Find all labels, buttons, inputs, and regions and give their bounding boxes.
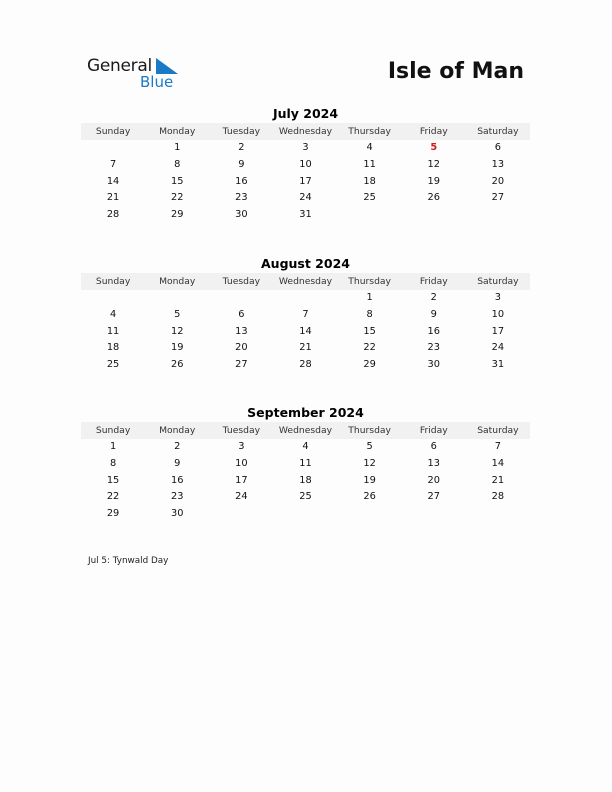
day-cell: 29 (363, 359, 376, 371)
week-row (81, 307, 530, 324)
day-cell: 28 (106, 209, 120, 221)
day-cell: 21 (299, 342, 312, 354)
day-cell: 12 (427, 158, 440, 170)
day-cell: 3 (494, 292, 502, 303)
day-cell: 23 (170, 491, 184, 503)
empty-day-cell (402, 207, 466, 224)
logo (87, 56, 187, 92)
day-cell: 30 (170, 508, 184, 520)
weekday-label: Tuesday (222, 276, 261, 287)
day-cell: 14 (299, 325, 312, 337)
day-cell: 12 (170, 325, 184, 337)
day-cell: 27 (427, 491, 440, 503)
week-row (81, 456, 530, 473)
day-cell: 15 (106, 474, 120, 486)
weekday-header (81, 123, 530, 140)
day-cell: 29 (170, 209, 184, 221)
weekday-label: Sunday (95, 425, 131, 436)
day-cell: 15 (363, 325, 376, 337)
weekday-label: Tuesday (222, 425, 261, 436)
day-cell: 12 (363, 457, 376, 469)
day-cell: 16 (235, 175, 248, 187)
weekday-label: Saturday (477, 126, 519, 137)
month-title: August 2024 (261, 256, 350, 271)
day-cell: 18 (299, 474, 312, 486)
day-cell: 27 (235, 359, 248, 371)
week-row (81, 489, 530, 506)
day-cell: 29 (106, 508, 120, 520)
week-row (81, 290, 530, 307)
empty-day-cell (209, 290, 273, 307)
day-cell: 2 (430, 292, 437, 303)
day-cell: 20 (491, 175, 505, 187)
weekday-label: Saturday (477, 425, 519, 436)
day-cell: 7 (494, 441, 502, 452)
day-cell: 11 (363, 158, 376, 170)
day-cell: 17 (491, 325, 505, 337)
day-cell: 30 (427, 359, 440, 371)
week-row (81, 439, 530, 456)
month-calendar (81, 404, 530, 523)
month-calendar (81, 255, 530, 374)
month-title: September 2024 (247, 405, 364, 420)
day-cell: 27 (491, 192, 505, 204)
day-cell: 10 (299, 158, 312, 170)
weekday-label: Friday (419, 126, 448, 137)
empty-day-cell (81, 140, 145, 157)
day-cell: 8 (109, 457, 117, 469)
day-cell: 5 (174, 308, 181, 320)
day-cell: 16 (170, 474, 184, 486)
day-cell: 24 (235, 491, 248, 503)
day-cell: 21 (491, 474, 505, 486)
empty-day-cell (209, 506, 273, 523)
day-cell: 6 (494, 142, 502, 153)
day-cell: 19 (363, 474, 376, 486)
day-cell: 20 (235, 342, 248, 354)
empty-day-cell (273, 506, 337, 523)
day-cell: 7 (109, 158, 117, 170)
weekday-label: Monday (159, 425, 196, 436)
week-row (81, 340, 530, 357)
empty-day-cell (338, 506, 402, 523)
day-cell: 13 (235, 325, 248, 337)
weekday-header (81, 422, 530, 439)
weekday-label: Saturday (477, 276, 519, 287)
weekday-label: Wednesday (278, 126, 333, 137)
day-cell: 16 (427, 325, 440, 337)
day-cell: 30 (235, 209, 248, 221)
week-row (81, 357, 530, 374)
day-cell: 9 (238, 158, 245, 170)
day-cell: 26 (170, 359, 184, 371)
weekday-label: Friday (419, 276, 448, 287)
country-title: Isle of Man (387, 59, 524, 84)
day-cell: 8 (366, 308, 373, 320)
day-cell: 22 (170, 192, 184, 204)
day-cell: 25 (106, 359, 120, 371)
day-cell: 25 (299, 491, 312, 503)
week-row (81, 324, 530, 341)
day-cell: 18 (363, 175, 376, 187)
empty-day-cell (402, 506, 466, 523)
holiday-note: Jul 5: Tynwald Day (88, 556, 169, 566)
day-cell: 5 (366, 441, 373, 452)
day-cell: 31 (299, 209, 312, 221)
week-row (81, 140, 530, 157)
day-cell: 6 (430, 441, 437, 452)
empty-day-cell (81, 290, 145, 307)
weekday-header (81, 273, 530, 290)
week-row (81, 157, 530, 174)
day-cell: 20 (427, 474, 440, 486)
day-cell: 24 (299, 192, 312, 204)
weekday-label: Thursday (348, 276, 391, 287)
empty-day-cell (273, 290, 337, 307)
day-cell: 19 (170, 342, 184, 354)
weekday-label: Sunday (95, 126, 131, 137)
day-cell: 14 (106, 175, 120, 187)
empty-day-cell (466, 207, 530, 224)
logo-blue-text: Blue (140, 73, 174, 91)
weekday-label: Tuesday (222, 126, 261, 137)
day-cell: 11 (299, 457, 312, 469)
day-cell: 8 (174, 158, 181, 170)
day-cell: 19 (427, 175, 440, 187)
day-cell: 22 (363, 342, 376, 354)
weekday-label: Monday (159, 126, 196, 137)
day-cell: 22 (106, 491, 120, 503)
weekday-label: Friday (419, 425, 448, 436)
day-cell: 31 (491, 359, 505, 371)
day-cell: 1 (366, 292, 373, 303)
empty-day-cell (338, 207, 402, 224)
empty-day-cell (466, 506, 530, 523)
day-cell: 3 (302, 142, 309, 153)
day-cell: 11 (106, 325, 120, 337)
day-cell: 18 (106, 342, 120, 354)
day-cell: 1 (109, 441, 117, 452)
day-cell: 28 (491, 491, 505, 503)
day-cell: 26 (427, 192, 440, 204)
day-cell: 3 (238, 441, 245, 452)
week-row (81, 506, 530, 523)
day-cell: 14 (491, 457, 505, 469)
day-cell: 1 (174, 142, 181, 153)
day-cell: 10 (491, 308, 505, 320)
week-row (81, 207, 530, 224)
day-cell: 7 (302, 308, 309, 320)
week-row (81, 473, 530, 490)
day-cell: 13 (427, 457, 440, 469)
day-cell: 9 (430, 308, 437, 320)
day-cell: 4 (366, 142, 373, 153)
day-cell: 4 (302, 441, 309, 452)
holiday-notes (88, 556, 168, 566)
day-cell: 2 (238, 142, 245, 153)
day-cell: 17 (235, 474, 248, 486)
day-cell: 4 (109, 308, 117, 320)
empty-day-cell (145, 290, 209, 307)
day-cell: 21 (106, 192, 120, 204)
day-cell: 9 (174, 457, 181, 469)
day-cell: 6 (238, 308, 245, 320)
day-cell: 28 (299, 359, 312, 371)
day-cell: 15 (170, 175, 184, 187)
day-cell: 13 (491, 158, 505, 170)
weekday-label: Monday (159, 276, 196, 287)
day-cell: 25 (363, 192, 376, 204)
day-cell: 2 (174, 441, 181, 452)
weekday-label: Sunday (95, 276, 131, 287)
logo-triangle-icon (156, 58, 178, 74)
week-row (81, 174, 530, 191)
logo-general-text: General (87, 56, 152, 76)
week-row (81, 190, 530, 207)
weekday-label: Wednesday (278, 425, 333, 436)
weekday-label: Thursday (348, 425, 391, 436)
holiday-day-cell: 5 (430, 142, 438, 153)
month-title: July 2024 (272, 106, 339, 121)
day-cell: 23 (235, 192, 248, 204)
month-calendar (81, 105, 530, 224)
day-cell: 26 (363, 491, 376, 503)
weekday-label: Wednesday (278, 276, 333, 287)
day-cell: 23 (427, 342, 440, 354)
day-cell: 24 (491, 342, 505, 354)
weekday-label: Thursday (348, 126, 391, 137)
day-cell: 17 (299, 175, 312, 187)
day-cell: 10 (235, 457, 248, 469)
